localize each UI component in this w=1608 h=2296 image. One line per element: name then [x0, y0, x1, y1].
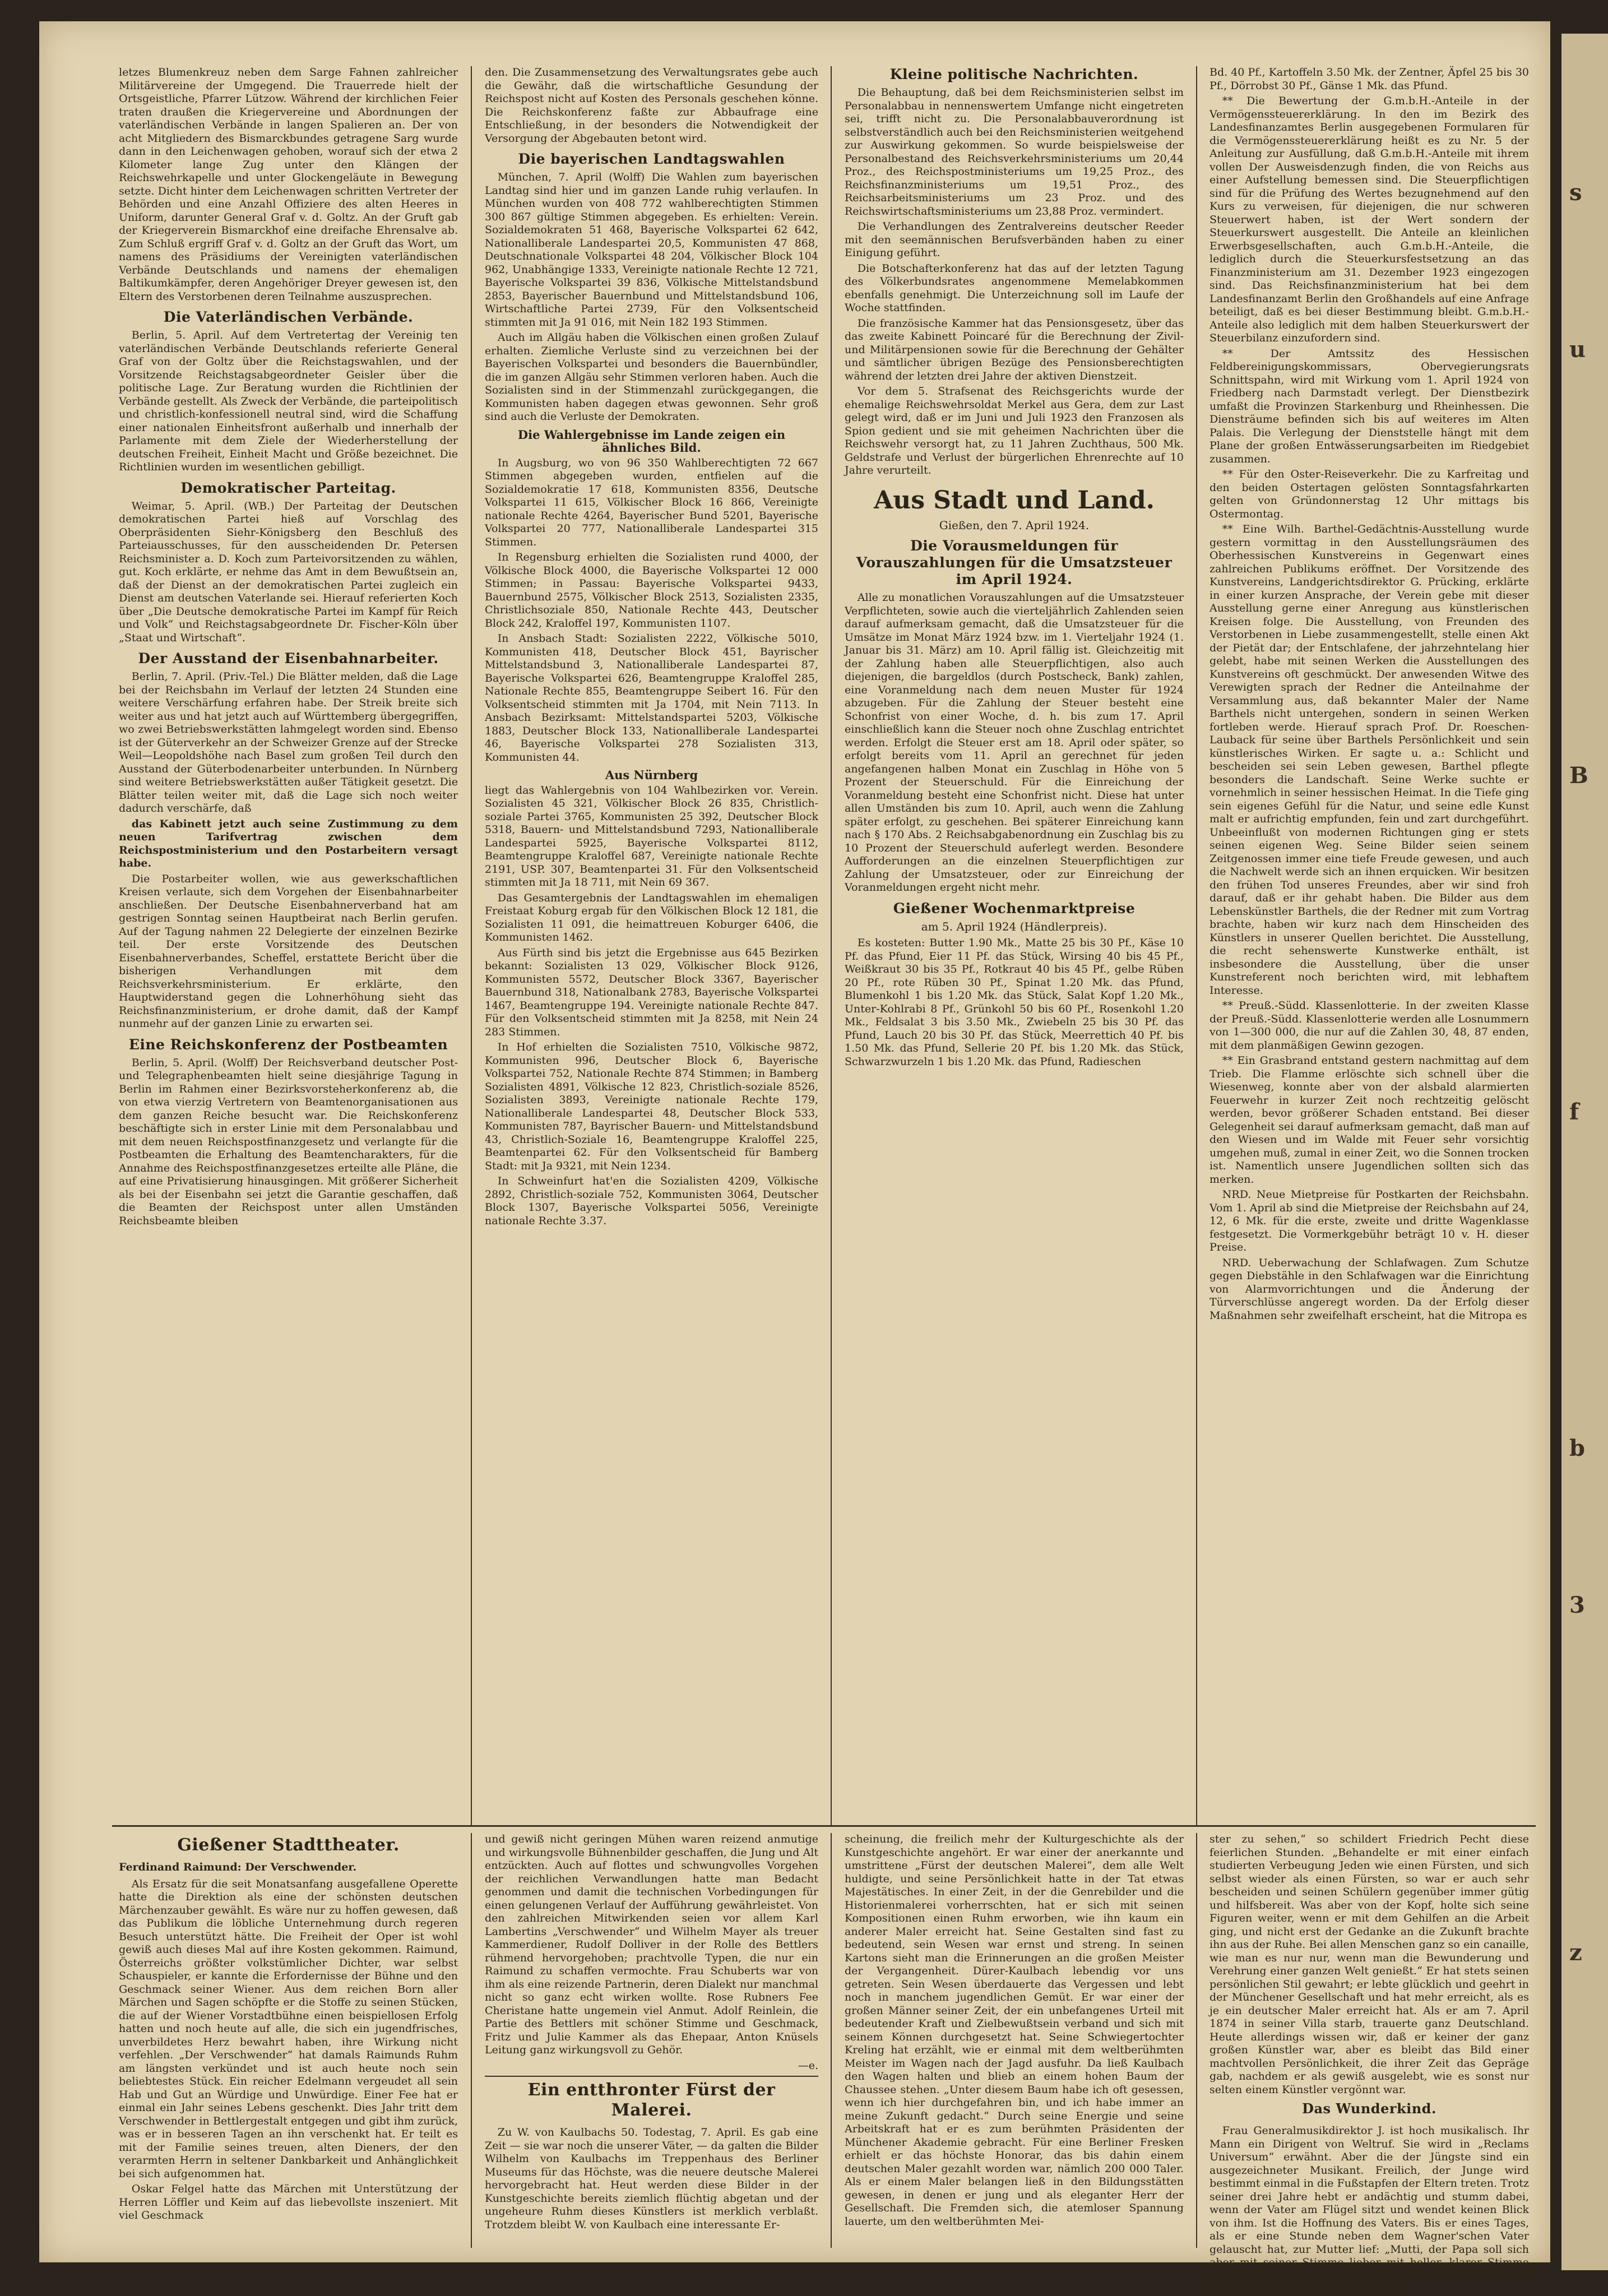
text-paragraph: ** Eine Wilh. Barthel-Gedächtnis-Ausstellung wurde gestern vormittag in den Ausstellungsräumen des Oberhessischen Kunstvereins in Gegenwart eines zahlreichen Publikums eröffnet. Der Vorsitzende des Kunstvereins, Landgerichtsdirektor G. Prücking, erklärte in einer kurzen Ansprache, der Verein gebe mit dieser Ausstellung gerne einer Anregung aus künstlerischen Kreisen folge. Die Ausstellung, von Freunden des Verstorbenen in Liebe zusammengestellt, stelle einen Akt der Pietät dar; der Entschlafene, der jahrzehntelang hier gelebt, habe mit seinen Werken die Ausstellungen des Kunstvereins oft geschmückt. Der anwesenden Witwe des Verewigten sprach der Redner die Anteilnahme der Versammlung aus, daß bekannter Maler der Name Barthels nicht untergehen, sondern in seinen Werken fortleben werde. Hierauf sprach Prof. Dr. Roeschen-Lauback für seine über Barthels Persönlichkeit und sein künstlerisches Wirken. Er sagte u. a.: Schlicht und bescheiden sei sein Leben gewesen, Barthel pflegte besonders die Landschaft. Seine Werke suchte er vornehmlich in seiner hessischen Heimat. In die Tiefe ging sein eigenes Gefühl für die Natur, und seine edle Kunst malt er aufrichtig empfunden, fein und zart durchgeführt. Unbeeinflußt von modernen Richtungen ging er stets seinen eigenen Weg. Seine Bilder seien seinem Zeitgenossen immer eine tiefe Freude gewesen, und auch die Nachwelt werde sich an ihnen erquicken. Wir besitzen den frühen Tod unseres Freundes, aber wir sind froh darauf, daß er ihr gehabt haben. Die Bilder aus dem Lebenskünstler Barthels, die der Redner mit zum Vortrag brachte, haben wir kurz nach dem Hinscheiden des Künstlers in unserer Quellen berichtet. Die Ausstellung, die recht sehenswerte Kunstwerke enthält, ist insbesondere die Ausstellung, über die unser Kunstreferent noch berichten wird, mit lebhaftem Interesse.	[1210, 523, 1529, 997]
text-paragraph: ster zu sehen,“ so schildert Friedrich Pecht diese feierlichen Stunden. „Behandelte er mit einer einfach studierten Verbeugung Jeden wie einen Fürsten, und sich selbst wieder als einen Fürsten, so war er auch sehr bescheiden und seinen Schülern gegenüber immer gütig und hilfsbereit. Was aber von der Kopf, holte sich seine Figuren weiter, wenn er mit dem Gehilfen an die Arbeit ging, und nicht erst der Gedanke an die Zukunft brachte ihn aus der Ruhe. Bei allen Menschen ganz so ein canaille, wie man es nur nur, wenn man die Bewunderung und Verehrung einer ganzen Welt genießt.“ Er hat stets seinen persönlichen Stil gewahrt; er lebte glücklich und geehrt in der Münchener Gesellschaft und hat mehr erreicht, als es je ein deutscher Maler erreicht hat. Als er am 7. April 1874 in seiner Villa starb, trauerte ganz Deutschland. Heute allerdings wissen wir, daß er keiner der ganz großen Künstler war, aber es bleibt das Bild einer machtvollen Persönlichkeit, die ihrer Zeit das Gepräge gab, nachdem er als gewiß ausgelebt, wie es sonst nur selten einem Künstler vergönnt war.	[1210, 1833, 1529, 2096]
column-1	[119, 66, 458, 1821]
section-headline: Aus Stadt und Land.	[874, 485, 1155, 515]
article-divider	[485, 2076, 818, 2077]
article-subheadline: Aus Nürnberg	[605, 768, 698, 782]
text-paragraph: Weimar, 5. April. (WB.) Der Parteitag der Deutschen demokratischen Partei hieß auf Vorschlag des Oberpräsidenten Siehr-Königsberg den Beschluß des Parteiausschusses, für den ausscheidenden Dr. Petersen Reichsminister a. D. Koch zum Parteivorsitzenden zu wählen, gut. Koch erklärte, er nehme das Amt in dem Bewußtsein an, daß der Dienst an der demokratischen Partei zugleich ein Dienst am deutschen Vaterlande sei. Hierauf referierten Koch über „Die Deutsche demokratische Partei im Kampf für Reich und Volk“ und Reichstagsabgeordnete Dr. Fischer-Köln über „Staat und Wirtschaft“.	[119, 499, 458, 644]
text-paragraph: Die Verhandlungen des Zentralvereins deutscher Reeder mit den seemännischen Berufsverbänden haben zu einer Einigung geführt.	[845, 220, 1184, 259]
text-paragraph: den. Die Zusammensetzung des Verwaltungsrates gebe auch die Gewähr, daß die wirtschaftliche Gesundung der Reichspost nicht auf Kosten des Personals geschehen könne. Die Reichskonferenz faßte zur Abbaufrage eine Entschließung, in der besonders die Notwendigkeit der Versorgung der Abgebauten betont wird.	[485, 66, 818, 145]
text-paragraph: Die französische Kammer hat das Pensionsgesetz, über das das zweite Kabinett Poincaré für die Berechnung der Zivil- und Militärpensionen sowie für die Berechnung der Gehälter und sämtlicher übrigen Bezüge des Pensionsberechtigten während der letzten drei Jahre der aktiven Dienstzeit.	[845, 317, 1184, 382]
theater-review-continued	[485, 1833, 818, 2248]
column-3	[845, 66, 1184, 1821]
text-paragraph: ** Die Bewertung der G.m.b.H.-Anteile in der Vermögenssteuererklärung. In den im Bezirk des Landesfinanzamtes Berlin ausgegebenen Formularen für die Vermögenssteuererklärung heißt es zu Nr. 5 der Anleitung zur Ausfüllung, daß G.m.b.H.-Anteile mit ihrem vollen Der Ausweisdenzugh finden, die von Reichs aus einer Aufstellung bemessen sind. Die Steuerpflichtigen sind für die Prüfung des Wertes bezugnehmend auf den Kurs zu verweisen, für diejenigen, die nur schweren Steuerwert haben, ist der Wert sondern der Steuerkurswert ausgestellt. Die Anteile an kleinlichen Erwerbsgesellschaften, auch G.m.b.H.-Anteile, die lediglich durch die Steuerkursfestsetzung an das Finanzministerium am 31. Dezember 1923 eingezogen sind. Das Reichsfinanzministerium hat bei dem Landesfinanzamt Berlin den Großhandels auf eine Anfrage beteiligt, daß es bei dieser Bestimmung bleibt. G.m.b.H.-Anteile also lediglich mit dem halben Steuerkurswert der Steuerbilanz einzufordern sind.	[1210, 95, 1529, 344]
text-paragraph: scheinung, die freilich mehr der Kulturgeschichte als der Kunstgeschichte angehört. Er war einer der anerkannte und umstrittene „Fürst der deutschen Malerei“, dem alle Welt huldigte, und seine Persönlichkeit hatte in der Tat etwas Majestätisches. In einer Zeit, in der die Genrebilder und die Historienmalerei vorherrschten, hat er sich mit seinen Kompositionen einen Ruhm erworben, wie ihn kaum ein anderer Maler erreicht hat. Seine Gestalten sind fast zu bedeutend, sein Wesen war ernst und streng. In seinen Kartons sieht man die Erinnerungen an die großen Meister der Vergangenheit. Dürer-Kaulbach lebendig vor uns getreten. Sein Wesen überdauerte das Vergessen und lebt noch in manchem jugendlichen Gemüt. Er war einer der großen Männer seiner Zeit, der ein unbefangenes Urteil mit bedeutender Kraft und Zielbewußtsein verband und sich mit seinem Können durchgesetzt hat. Seine Schwiegertochter Kreling hat erzählt, wie er einmal mit dem weltberühmten Meister im Wagen nach der Jagd ausfuhr. Da ließ Kaulbach den Wagen halten und blieb an einem hohen Baum der Chaussee stehen. „Unter diesem Baum habe ich oft gesessen, wenn ich hier durchgefahren bin, und ich habe immer an meine Zukunft gedacht.“ Durch seine Energie und seine Arbeitskraft hat er es zum berühmten Präsidenten der Münchener Akademie gebracht. Für eine Berliner Fresken erhielt er das höchste Honorar, das bis dahin einem deutschen Maler gezahlt worden war, nämlich 200 000 Taler. Als er einem Maler belangen ließ in den Bildungsstätten gewesen, in denen er jung und als eleganter Herr der Gesellschaft. Die Fremden sich, die atemloser Spannung lauerte, um den weltberühmten Mei-	[845, 1833, 1184, 2228]
column-divider	[831, 66, 832, 1826]
text-paragraph: Die Behauptung, daß bei dem Reichsministerien selbst im Personalabbau in nennenswertem Umfange nicht eingetreten sei, trifft nicht zu. Die Personalabbauverordnung ist selbstverständlich auch bei den Reichsministerien weitgehend zur Auswirkung gekommen. So wurde beispielsweise der Personalbestand des Reichsverkehrsministeriums um 20,44 Proz., des Reichspostministeriums um 19,25 Proz., des Reichsfinanzministeriums um 19,51 Proz., des Reichsarbeitsministeriums um 23 Proz. und des Reichswirtschaftsministeriums um 23,88 Proz. vermindert.	[845, 86, 1184, 217]
adjacent-page-edge	[1561, 34, 1608, 2270]
text-paragraph: Auch im Allgäu haben die Völkischen einen großen Zulauf erhalten. Ziemliche Verluste sind zu verzeichnen bei der Bayerischen Volkspartei und besonders die Bauernbündler, die im ganzen Allgäu sehr Stimmen verloren haben. Auch die Sozialisten sind in der Stimmenzahl zurückgegangen, die Kommunisten haben dagegen etwas gewonnen. Sehr groß sind auch die Verluste der Demokraten.	[485, 331, 818, 423]
article-headline: Demokratischer Parteitag.	[180, 479, 396, 496]
text-paragraph: Oskar Felgel hatte das Märchen mit Unterstützung der Herren Löffler und Keim auf das liebevollste inszeniert. Mit viel Geschmack	[119, 2183, 458, 2221]
article-headline: Die Vaterländischen Verbände.	[163, 309, 414, 325]
column-divider	[1196, 1833, 1197, 2248]
malerei-continued	[845, 1833, 1184, 2248]
bold-paragraph: das Kabinett jetzt auch seine Zustimmung zu dem neuen Tarifvertrag zwischen dem Reichspostministerium und den Postarbeitern versagt habe.	[119, 817, 458, 869]
edge-letter: z	[1569, 1939, 1582, 1966]
edge-letter: f	[1569, 1099, 1579, 1125]
text-paragraph: In Regensburg erhielten die Sozialisten rund 4000, der Völkische Block 4000, die Bayerische Volkspartei 12 000 Stimmen; in Passau: Bayerische Volkspartei 9433, Bauernbund 2575, Völkischer Block 2513, Sozialisten 2335, Christlichsoziale 850, Nationale Rechte 443, Deutscher Block 242, Kraloffel 197, Kommunisten 1107.	[485, 551, 818, 629]
text-paragraph: und gewiß nicht geringen Mühen waren reizend anmutige und wirkungsvolle Bühnenbilder geschaffen, die Jung und Alt entzückten. Auch auf flottes und schwungvolles Vorgehen der reichlichen Verwandlungen hatte man Bedacht genommen und damit die technischen Vorbedingungen für einen gelungenen Verlauf der Aufführung gewährleistet. Von den zahlreichen Mitwirkenden seien vor allem Karl Lambertins „Verschwender“ und Wilhelm Mayer als treuer Kammerdiener, Rudolf Dolliver in der Rolle des Bettlers rühmend hervorgehoben; prachtvolle Typen, die nur ein Raimund zu schaffen vermochte. Frau Schuberts war von ihm als eine reizende Partnerin, deren Dialekt nur manchmal nicht so ganz echt wirken wollte. Rose Rubners Fee Cheristane hatte ungemein viel Anmut. Adolf Reinlein, die Partie des Bettlers mit schöner Stimme und Geschmack, Fritz und Julie Kammer als das Ehepaar, Anton Knüsels Leitung ganz wirkungsvoll zu Gehör.	[485, 1833, 818, 2056]
article-headline: Das Wunderkind.	[1302, 2100, 1436, 2117]
text-paragraph: In Ansbach Stadt: Sozialisten 2222, Völkische 5010, Kommunisten 418, Deutscher Block 451, Bayrischer Mittelstandsbund 3, Nationalliberale Landespartei 87, Bayerische Volkspartei 626, Beamtengruppe Kraloffel 285, Nationale Rechte 855, Beamtengruppe Seibert 16. Für den Volksentscheid stimmten mit Ja 1704, mit Nein 7113. In Ansbach Bezirksamt: Mittelstandspartei 5203, Völkische 1883, Deutscher Block 133, Nationalliberale Landespartei 46, Bayerische Volkspartei 278 Sozialisten 313, Kommunisten 44.	[485, 632, 818, 763]
article-subheadline: Die Wahlergebnisse im Lande zeigen ein ähnliches Bild.	[517, 427, 786, 455]
text-paragraph: ** Ein Grasbrand entstand gestern nachmittag auf dem Trieb. Die Flamme erlöschte sich schnell über die Wiesenweg, konnte aber von der alsbald alarmierten Feuerwehr in kurzer Zeit noch rechtzeitig gelöscht werden, bevor größerer Schaden entstand. Bei dieser Gelegenheit sei darauf aufmerksam gemacht, daß man auf den Wiesen und im Walde mit Feuer sehr vorsichtig umgehen muß, zumal in einer Zeit, wo die Sonnen trocken ist. Namentlich unsere Jugendlichen sollten sich das merken.	[1210, 1054, 1529, 1186]
text-paragraph: Die Postarbeiter wollen, wie aus gewerkschaftlichen Kreisen verlaute, sich dem Vorgehen der Eisenbahnarbeiter anschließen. Der Deutsche Eisenbahnerverband hat am gestrigen Sonntag seinen Hauptbeirat nach Berlin gerufen. Auf der Tagung nahmen 22 Delegierte der einzelnen Bezirke teil. Der erste Vorsitzende des Deutschen Eisenbahnerverbandes, Scheffel, erstattete Bericht über die bisherigen Verhandlungen mit dem Reichsverkehrsministerium. Er erklärte, den Hauptwiderstand gegen die Lohnerhöhung sieht das Reichsfinanzministerium, er drohe damit, daß der Kampf nunmehr auf der ganzen Linie zu erwarten sei.	[119, 872, 458, 1030]
text-paragraph: letzes Blumenkreuz neben dem Sarge Fahnen zahlreicher Militärvereine der Umgegend. Die Trauerrede hielt der Ortsgeistliche, Pfarrer Lützow. Während der kirchlichen Feier traten draußen die Kriegervereine und Abordnungen der vaterländischen Verbände in langen Spalieren an. Der von acht Mitgliedern des Bismarckbundes getragene Sarg wurde dann in den Leichenwagen gehoben, worauf sich der etwa 2 Kilometer lange Zug unter den Klängen der Reichswehrkapelle und unter Glockengeläute in Bewegung setzte. Dicht hinter dem Leichenwagen schritten Vertreter der Behörden und eine Anzahl Offiziere des alten Heeres in Uniform, darunter General Graf v. d. Goltz. An der Gruft gab der Kriegerverein Bismarckhof eine dreifache Ehrensalve ab. Zum Schluß ergriff Graf v. d. Goltz an der Gruft das Wort, um namens des Präsidiums der Vereinigten vaterländischen Verbände Deutschlands und namens der ehemaligen Baltikumkämpfer, deren Angehöriger Dreyer gewesen ist, den Eltern des Verstorbenen deren Teilnahme auszusprechen.	[119, 66, 458, 303]
malerei-and-wunderkind	[1210, 1833, 1529, 2295]
text-paragraph: ** Für den Oster-Reiseverkehr. Die zu Karfreitag und den beiden Ostertagen gelösten Sonntagsfahrkarten gelten von Gründonnerstag 12 Uhr mittags bis Ostermontag.	[1210, 468, 1529, 520]
edge-letter: u	[1569, 336, 1586, 363]
text-paragraph: Als Ersatz für die seit Monatsanfang ausgefallene Operette hatte die Direktion als eine der schönsten deutschen Märchenzauber gewählt. Es wäre nur zu hoffen gewesen, daß das Publikum die löbliche Unternehmung durch regeren Besuch unterstützt hätte. Die Freiheit der Oper ist wohl gewiß auch dieses Mal auf ihre Kosten gekommen. Raimund, Österreichs größter volkstümlicher Dichter, war selbst Schauspieler, er kannte die Erfordernisse der Bühne und den Geschmack seiner Wiener. Aus dem reichen Born aller Märchen und Sagen schöpfte er die Stoffe zu seinen Stücken, die auf der Wiener Vorstadtbühne einen beispiellosen Erfolg hatten und noch heute auf alle, die sich ein jugendfrisches, unverbildetes Herz bewahrt haben, ihre Wirkung nicht verfehlen. „Der Verschwender“ hat damals Raimunds Ruhm am längsten verkündet und ist auch heute noch sein beliebtestes Stück. Ein reicher Edelmann vergeudet all sein Hab und Gut an Würdige und Unwürdige. Einer Fee hat er einmal ein Jahr seines Lebens geschenkt. Dies Jahr tritt dem Verschwender in Bettlergestalt entgegen und gibt ihm zurück, was er in besseren Tagen an ihn verschenkt hat. Er teilt es mit der Familie seines treuen, alten Dieners, der den verarmten Herrn in seltener Dankbarkeit und Anhänglichkeit bei sich aufgenommen hat.	[119, 1877, 458, 2180]
edge-letter: 3	[1569, 1592, 1585, 1618]
text-paragraph: Zu W. von Kaulbachs 50. Todestag, 7. April. Es gab eine Zeit — sie war noch die unserer Väter, — da galten die Bilder Wilhelm von Kaulbachs im Treppenhaus des Berliner Museums für das Höchste, was die neuere deutsche Malerei hervorgebracht hat. Heut werden diese Bilder in der Kunstgeschichte bereits ziemlich flüchtig abgetan und der ungeheure Ruhm dieses Künstlers ist merklich verblaßt. Trotzdem bleibt W. von Kaulbach eine interessante Er-	[485, 2126, 818, 2231]
edge-letter: b	[1569, 1435, 1585, 1461]
text-paragraph: Vor dem 5. Strafsenat des Reichsgerichts wurde der ehemalige Reichswehrsoldat Merkel aus Gera, dem zur Last gelegt wird, daß er im Juni und Juli 1923 den Franzosen als Spion gedient und sie mit geheimen Nachrichten über die Reichswehr versorgt hat, zu 11 Jahren Zuchthaus, 500 Mk. Geldstrafe und Verlust der bürgerlichen Ehrenrechte auf 10 Jahre verurteilt.	[845, 385, 1184, 476]
article-headline: Kleine politische Nachrichten.	[889, 66, 1139, 82]
text-paragraph: Berlin, 7. April. (Priv.-Tel.) Die Blätter melden, daß die Lage bei der Reichsbahn im Verlauf der letzten 24 Stunden eine weitere Verschärfung erfahren habe. Der Streik breite sich weiter aus und hat jetzt auch auf Württemberg übergegriffen, wo zwei Betriebswerkstätten lahmgelegt worden sind. Ebenso ist der Güterverkehr an der Schweizer Grenze auf der Strecke Weil—Leopoldshöhe nach Basel zum großen Teil durch den Ausstand der Güterbodenarbeiter unterbunden. In Nürnberg sind weitere Betriebswerkstätten außer Tätigkeit gesetzt. Die Blätter teilen weiter mit, daß die Lage sich noch weiter dadurch verschärfe, daß	[119, 670, 458, 814]
text-paragraph: Aus Fürth sind bis jetzt die Ergebnisse aus 645 Bezirken bekannt: Sozialisten 13 029, Völkischer Block 9126, Kommunisten 5572, Deutscher Block 3367, Bayerischer Bauernbund 318, Nationalbank 2783, Bayerische Volkspartei 1467, Beamtengruppe 194. Vereinigte nationale Rechte 847. Für den Volksentscheid stimmten mit Ja 8258, mit Nein 24 283 Stimmen.	[485, 946, 818, 1038]
text-paragraph: Die Botschafterkonferenz hat das auf der letzten Tagung des Völkerbundsrates angenommene Memelabkommen ebenfalls genehmigt. Die Unterzeichnung soll im Laufe der Woche stattfinden.	[845, 262, 1184, 314]
column-4	[1210, 66, 1529, 1821]
column-2	[485, 66, 818, 1821]
text-paragraph: NRD. Ueberwachung der Schlafwagen. Zum Schutze gegen Diebstähle in den Schlafwagen war die Einrichtung von Alarmvorrichtungen und die Änderung der Türverschlüsse angeregt worden. Da der Erfolg dieser Maßnahmen sehr zweifelhaft erscheint, hat die Mitropa es	[1210, 1256, 1529, 1322]
text-paragraph: Berlin, 5. April. (Wolff) Der Reichsverband deutscher Post- und Telegraphenbeamten hielt seine diesjährige Tagung in Berlin im Rahmen einer Bezirksvorsteherkonferenz ab, die von etwa vierzig Vertretern von Beamtenorganisationen aus dem ganzen Reiche besucht war. Die Reichskonferenz beschäftigte sich in erster Linie mit dem Personalabbau und mit dem neuen Reichspostfinanzgesetz und verlangte für die Postbeamten die Erhaltung des Beamtencharakters, für die Annahme des Reichspostfinanzgesetzes erteilte alle Pläne, die auf eine Privatisierung hinausgingen. Mit größerer Sicherheit als bei der Eisenbahn sei jetzt die Garantie geschaffen, daß die Beamten der Reichspost unter allen Umständen Reichsbeamte bleiben	[119, 1056, 458, 1227]
article-headline: Die bayerischen Landtagswahlen	[518, 151, 785, 167]
dateline: Gießen, den 7. April 1924.	[939, 518, 1090, 532]
text-paragraph: München, 7. April (Wolff) Die Wahlen zum bayerischen Landtag sind hier und im ganzen Lande ruhig verlaufen. In München wurden von 408 772 wahlberechtigten Stimmen 300 867 gültige Stimmen abgegeben. Es erhielten: Verein. Sozialdemokraten 51 468, Bayerische Volkspartei 62 642, Nationalliberale Landespartei 20,5, Kommunisten 47 868, Deutschnationale Volkspartei 48 204, Völkischer Block 104 962, Unabhängige 1333, Vereinigte nationale Rechte 12 721, Bayerische Volkspartei 39 836, Völkische Mittelstandsbund 2853, Bayerischer Bauernbund und Mittelstandsbund 106, Wirtschaftliche Partei 2739, Für den Volksentscheid stimmten mit Ja 91 016, mit Nein 182 193 Stimmen.	[485, 171, 818, 328]
theater-review	[119, 1833, 458, 2248]
edge-letter: B	[1569, 762, 1588, 789]
author-signature: —e.	[798, 2059, 818, 2072]
article-headline: Eine Reichskonferenz der Postbeamten	[128, 1036, 448, 1053]
text-paragraph: Das Gesamtergebnis der Landtagswahlen im ehemaligen Freistaat Koburg ergab für den Völkischen Block 12 181, die Sozialisten 11 091, die heimattreuen Koburger 6406, die Kommunisten 1462.	[485, 891, 818, 943]
article-headline: Gießener Wochenmarktpreise	[893, 900, 1136, 916]
article-subheadline: Ferdinand Raimund: Der Verschwender.	[119, 1861, 357, 1873]
text-paragraph: ** Preuß.-Südd. Klassenlotterie. In der zweiten Klasse der Preuß.-Südd. Klassenlotterie werden alle Losnummern von 1—300 000, die nur auf die Zahlen 30, 48, 87 enden, mit dem planmäßigen Gewinn gezogen.	[1210, 999, 1529, 1052]
column-divider	[1196, 66, 1197, 1826]
text-paragraph: Alle zu monatlichen Vorauszahlungen auf die Umsatzsteuer Verpflichteten, sowie auch die vierteljährlich Zahlenden seien darauf aufmerksam gemacht, daß die Umsatzsteuer für die Umsätze im Monat März 1924 bzw. im 1. Vierteljahr 1924 (1. Januar bis 31. März) am 10. April fällig ist. Gleichzeitig mit der Zahlung haben alle Steuerpflichtigen, also auch diejenigen, die bargeldlos (durch Postscheck, Bank) zahlen, eine Voranmeldung nach dem neuen Muster für 1924 abzugeben. Für die Zahlung der Steuer besteht eine Schonfrist von einer Woche, d. h. bis zum 17. April einschließlich kann die Steuer noch ohne Zuschlag entrichtet werden. Erfolgt die Steuer erst am 18. April oder später, so erfolgt bereits vom 11. April an gerechnet für jeden angefangenen halben Monat ein Zuschlag in Höhe von 5 Prozent der Steuerschuld. Für die Einreichung der Voranmeldung besteht eine Schonfrist nicht. Diese hat unter allen Umständen bis zum 10. April, auch wenn die Zahlung später erfolgt, zu geschehen. Bei späterer Einreichung kann nach § 170 Abs. 2 Reichsabgabenordnung ein Zuschlag bis zu 10 Prozent der Steuerschuld auferlegt werden. Besondere Aufforderungen an die einzelnen Steuerpflichtigen zur Zahlung der Umsatzsteuer, oder zur Einreichung der Voranmeldungen ergeht nicht mehr.	[845, 591, 1184, 894]
text-paragraph: Berlin, 5. April. Auf dem Vertretertag der Vereinig ten vaterländischen Verbände Deutschlands referierte General Graf von der Goltz über die Reichstagswahlen, und der Vorsitzende Reichstagsabgeordneter Geisler über die politische Lage. Zur Beratung wurden die Richtlinien der Verbände gestellt. Als Zweck der Verbände, die parteipolitisch und christlich-konfessionell neutral sind, wird die Schaffung einer nationalen Einheitsfront außerhalb und innerhalb der Parlamente mit dem Ziele der Wiederherstellung der deutschen Freiheit, Einheit Macht und Größe bezeichnet. Die Richtlinien wurden im wesentlichen gebilligt.	[119, 329, 458, 473]
text-paragraph: In Augsburg, wo von 96 350 Wahlberechtigten 72 667 Stimmen abgegeben wurden, entfielen auf die Sozialdemokratie 17 618, Kommunisten 8356, Deutsche Volkspartei 11 615, Völkischer Block 16 866, Vereinigte nationale Rechte 4264, Bayerischer Bund 5201, Bayerische Volkspartei 20 777, Nationalliberale Landespartei 315 Stimmen.	[485, 456, 818, 548]
text-paragraph: In Schweinfurt hat'en die Sozialisten 4209, Völkische 2892, Christlich-soziale 752, Kommunisten 3064, Deutscher Block 1307, Bayerische Volkspartei 5056, Vereinigte nationale Rechte 3.37.	[485, 1175, 818, 1227]
feuilleton-divider	[112, 1825, 1536, 1827]
article-subheadline: am 5. April 1924 (Händlerpreis).	[921, 919, 1107, 933]
text-paragraph: Bd. 40 Pf., Kartoffeln 3.50 Mk. der Zentner, Äpfel 25 bis 30 Pf., Dörrobst 30 Pf., Gänse 1 Mk. das Pfund.	[1210, 66, 1529, 92]
column-divider	[471, 1833, 472, 2248]
edge-letter: s	[1569, 179, 1582, 206]
text-paragraph: ** Der Amtssitz des Hessischen Feldbereinigungskommissars, Obervegierungsrats Schnittspahn, wird mit Wirkung vom 1. April 1924 von Friedberg nach Darmstadt verlegt. Der Dienstbezirk umfaßt die Provinzen Starkenburg und Rheinhessen. Die Diensträume befinden sich bis auf weiteres im Alten Palais. Die Verlegung der Dienststelle hängt mit dem Plane der großen Entwässerungsarbeiten im Riedgebiet zusammen.	[1210, 347, 1529, 465]
article-headline: Der Ausstand der Eisenbahnarbeiter.	[138, 650, 439, 666]
text-paragraph: liegt das Wahlergebnis von 104 Wahlbezirken vor. Verein. Sozialisten 45 321, Völkischer Block 26 835, Christlich-soziale Partei 3765, Kommunisten 25 392, Deutscher Block 5318, Bauern- und Mittelstandsbund 7293, Nationalliberale Landespartei 5925, Bayerische Volkspartei 8112, Beamtengruppe Kraloffel 687, Vereinigte nationale Rechte 2191, USP. 307, Beamtenpartei 31. Für den Volksentscheid stimmten mit Ja 18 711, mit Nein 69 367.	[485, 784, 818, 888]
text-paragraph: Es kosteten: Butter 1.90 Mk., Matte 25 bis 30 Pf., Käse 10 Pf. das Pfund, Eier 11 Pf. das Stück, Wirsing 40 bis 45 Pf., Weißkraut 30 bis 35 Pf., Rotkraut 40 bis 45 Pf., gelbe Rüben 20 Pf., rote Rüben 30 Pf., Spinat 1.20 Mk. das Pfund, Blumenkohl 1 bis 1.20 Mk. das Stück, Salat Kopf 1.20 Mk., Unter-Kohlrabi 8 Pf., Grünkohl 50 bis 60 Pf., Rosenkohl 1.20 Mk., Feldsalat 3 bis 3.50 Mk., Zwiebeln 25 bis 30 Pf. das Pfund, Lauch 20 bis 30 Pf. das Stück, Meerrettich 40 Pf. bis 1.50 Mk. das Pfund, Sellerie 20 Pf. bis 1.20 Mk. das Stück, Schwarzwurzeln 1 bis 1.20 Mk. das Pfund, Radieschen	[845, 937, 1184, 1068]
article-headline: Gießener Stadttheater.	[177, 1835, 400, 1855]
newspaper-page	[39, 21, 1550, 2295]
text-paragraph: Frau Generalmusikdirektor J. ist hoch musikalisch. Ihr Mann ein Dirigent von Weltruf. Sie wird in „Reclams Universum“ erwähnt. Aber die der Jüngste sind ein ausgezeichneter Musikant. Freilich, der Junge wird bestimmt einmal in die Fußstapfen der Eltern treten. Trotz seiner drei Jahre hebt er andächtig und stumm dabei, wenn der Vater am Flügel sitzt und wendet keinen Blick von ihm. Ist die Hoffnung des Vaters. Bis er eines Tages, als er eine Stunde neben dem Wagner'schen Vater gelauscht hat, zur Mutter lief: „Mutti, der Papa soll sich aber mit seiner Stimme lieber mit heller, klarer Stimme sagen: „Sag mal, Mutti, das hat er doch nicht zum zweiten Male, um nicht einen Krach macht?“	[1210, 2124, 1529, 2295]
article-headline: Die Vorausmeldungen für Vorauszahlungen für die Umsatzsteuer im April 1924.	[856, 538, 1173, 587]
text-paragraph: In Hof erhielten die Sozialisten 7510, Völkische 9872, Kommunisten 996, Deutscher Block 6, Bayerische Volkspartei 752, Nationale Rechte 874 Stimmen; in Bamberg Sozialisten 4891, Völkische 12 823, Christlich-soziale 8526, Sozialisten 3893, Vereinigte nationale Rechte 179, Nationalliberale Landespartei 48, Deutscher Block 533, Kommunisten 787, Bayrischer Bauern- und Mittelstandsbund 43, Christlich-Soziale 16, Beamtengruppe Kraloffel 225, Beamtenpartei 62. Für den Volksentscheid für Bamberg Stadt: mit Ja 9321, mit Nein 1234.	[485, 1041, 818, 1172]
column-divider	[471, 66, 472, 1826]
column-divider	[831, 1833, 832, 2248]
article-headline: Ein entthronter Fürst der Malerei.	[527, 2080, 776, 2120]
text-paragraph: NRD. Neue Mietpreise für Postkarten der Reichsbahn. Vom 1. April ab sind die Mietpreise der Reichsbahn auf 24, 12, 6 Mk. für die erste, zweite und dritte Wagenklasse festgesetzt. Die Vormerkgebühr beträgt 10 v. H. dieser Preise.	[1210, 1188, 1529, 1253]
